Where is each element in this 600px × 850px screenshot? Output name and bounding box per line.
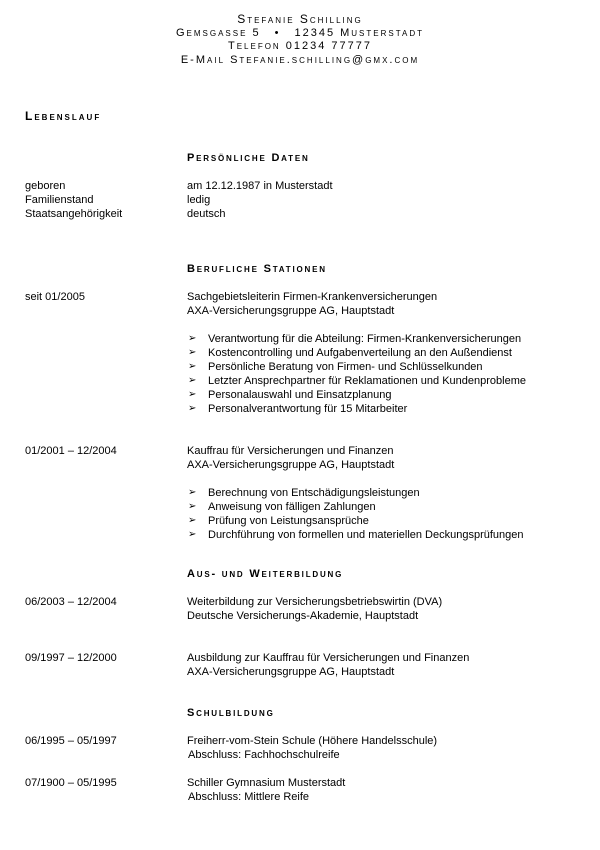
entry-degree: Abschluss: Mittlere Reife: [188, 791, 310, 803]
row-label: geboren: [25, 180, 66, 192]
arrow-bullet-icon: ➢: [188, 501, 197, 512]
arrow-bullet-icon: ➢: [188, 487, 197, 498]
list-item: ➢ Personalverantwortung für 15 Mitarbeiter: [188, 403, 408, 415]
entry-school: Freiherr-vom-Stein Schule (Höhere Handelsschule): [187, 735, 438, 747]
school-section: [25, 706, 585, 804]
list-item: ➢ Prüfung von Leistungsansprüche: [188, 515, 369, 527]
responsibilities-list: [187, 486, 585, 542]
list-item: ➢ Personalauswahl und Einsatzplanung: [188, 389, 392, 401]
arrow-bullet-icon: ➢: [188, 403, 197, 414]
list-item: ➢ Verantwortung für die Abteilung: Firmen-Krankenversicherungen: [188, 333, 522, 345]
arrow-bullet-icon: ➢: [188, 361, 197, 372]
entry-date: 09/1997 – 12/2000: [25, 652, 117, 664]
arrow-bullet-icon: ➢: [188, 347, 197, 358]
training-entry: [25, 595, 585, 623]
entry-company: AXA-Versicherungsgruppe AG, Hauptstadt: [187, 305, 395, 317]
applicant-name: Stefanie Schilling: [237, 12, 363, 26]
list-item: ➢ Persönliche Beratung von Firmen- und Schlüsselkunden: [188, 361, 483, 373]
personal-data-heading: Persönliche Daten: [187, 152, 310, 164]
entry-date: 06/2003 – 12/2004: [25, 596, 117, 608]
entry-date: seit 01/2005: [25, 291, 85, 303]
row-value: ledig: [187, 194, 211, 206]
training-entry: [25, 651, 585, 679]
row-value: am 12.12.1987 in Musterstadt: [187, 180, 333, 192]
career-heading: Berufliche Stationen: [187, 263, 327, 275]
entry-institution: AXA-Versicherungsgruppe AG, Hauptstadt: [187, 666, 395, 678]
entry-school: Schiller Gymnasium Musterstadt: [187, 777, 346, 789]
entry-institution: Deutsche Versicherungs-Akademie, Hauptstadt: [187, 610, 419, 622]
row-label: Staatsangehörigkeit: [25, 208, 123, 220]
list-item: ➢ Anweisung von fälligen Zahlungen: [188, 501, 376, 513]
arrow-bullet-icon: ➢: [188, 389, 197, 400]
career-entry: [25, 290, 585, 416]
contact-header: [0, 13, 600, 67]
address-line: [0, 27, 600, 41]
personal-row: [25, 193, 585, 207]
entry-position: Sachgebietsleiterin Firmen-Krankenversicherungen: [187, 291, 438, 303]
entry-date: 06/1995 – 05/1997: [25, 735, 117, 747]
list-item: ➢ Kostencontrolling und Aufgabenverteilung an den Außendienst: [188, 347, 512, 359]
school-entry: [25, 776, 585, 804]
entry-position: Kauffrau für Versicherungen und Finanzen: [187, 445, 394, 457]
email: E-Mail Stefanie.schilling@gmx.com: [180, 53, 420, 66]
list-item: ➢ Berechnung von Entschädigungsleistungen: [188, 487, 420, 499]
entry-date: 01/2001 – 12/2004: [25, 445, 117, 457]
row-label: Familienstand: [25, 194, 94, 206]
training-heading: Aus- und Weiterbildung: [187, 568, 344, 580]
document-title: Lebenslauf: [25, 109, 102, 123]
career-section: [25, 262, 585, 542]
entry-title: Weiterbildung zur Versicherungsbetriebswirtin (DVA): [187, 596, 443, 608]
list-item: ➢ Letzter Ansprechpartner für Reklamationen und Kundenprobleme: [188, 375, 526, 387]
list-item: ➢ Durchführung von formellen und materiellen Deckungsprüfungen: [188, 529, 524, 541]
arrow-bullet-icon: ➢: [188, 515, 197, 526]
street: Gemsgasse 5: [175, 26, 261, 39]
training-section: [25, 567, 585, 679]
phone: Telefon 01234 77777: [227, 40, 373, 52]
row-value: deutsch: [187, 208, 226, 220]
personal-row: [25, 179, 585, 193]
entry-degree: Abschluss: Fachhochschulreife: [188, 749, 340, 761]
personal-row: [25, 207, 585, 221]
arrow-bullet-icon: ➢: [188, 529, 197, 540]
responsibilities-list: [187, 332, 585, 416]
entry-title: Ausbildung zur Kauffrau für Versicherungen und Finanzen: [187, 652, 470, 664]
career-entry: [25, 444, 585, 542]
school-heading: Schulbildung: [187, 707, 275, 719]
arrow-bullet-icon: ➢: [188, 333, 197, 344]
entry-company: AXA-Versicherungsgruppe AG, Hauptstadt: [187, 459, 395, 471]
address-separator: •: [274, 26, 281, 39]
entry-date: 07/1900 – 05/1995: [25, 777, 117, 789]
school-entry: [25, 734, 585, 762]
arrow-bullet-icon: ➢: [188, 375, 197, 386]
city: 12345 Musterstadt: [294, 26, 425, 39]
personal-data-section: [25, 151, 585, 221]
